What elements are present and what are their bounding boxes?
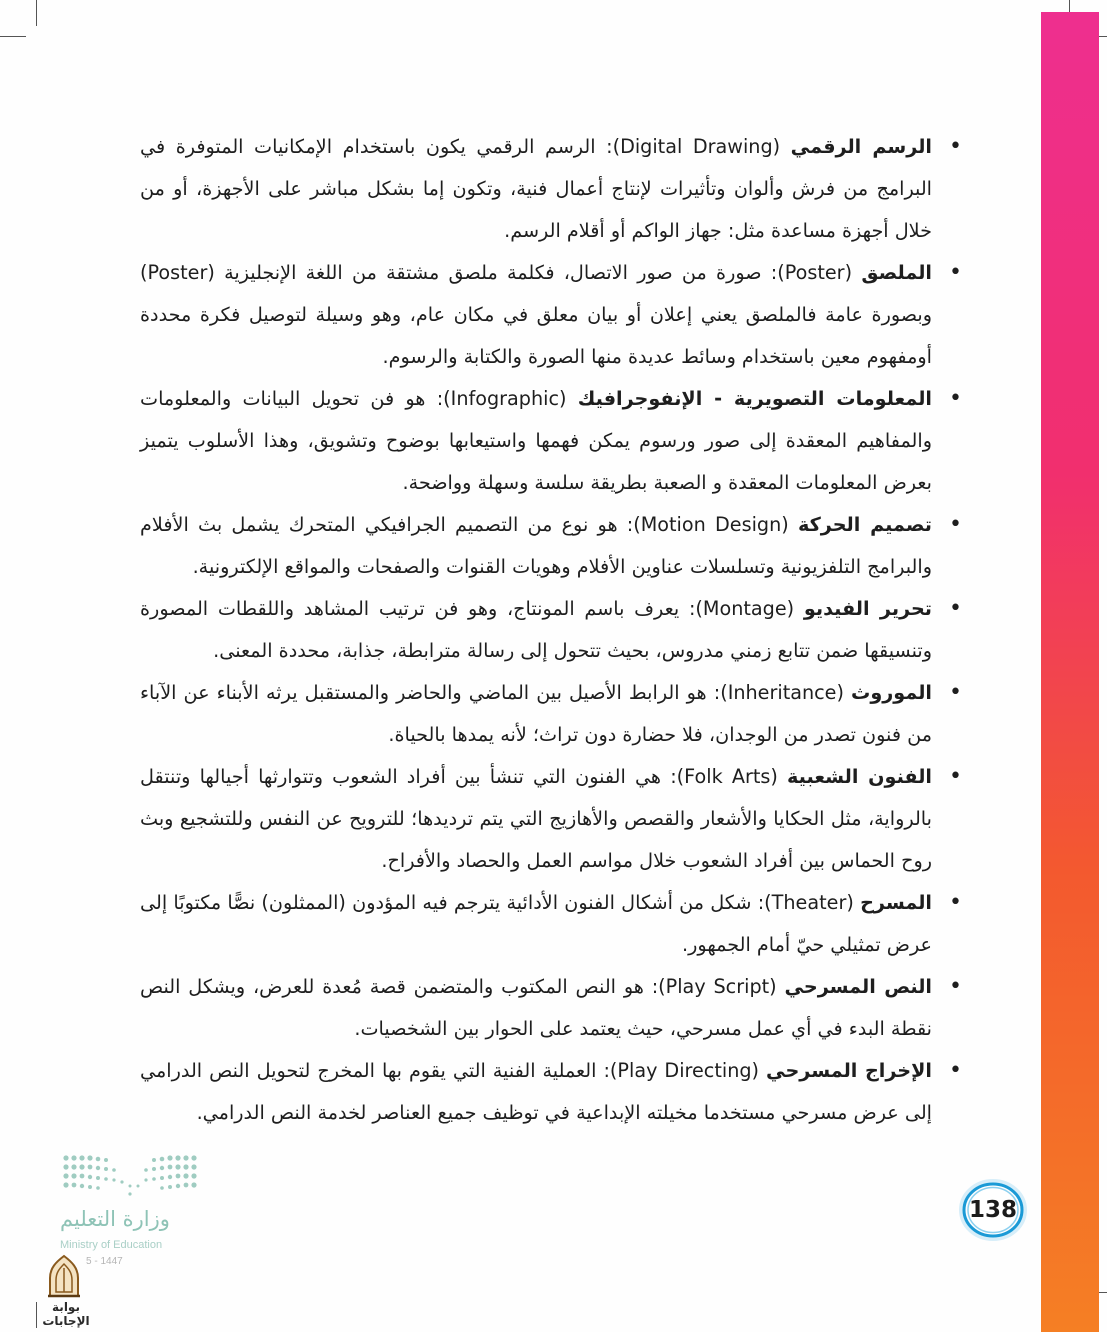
glossary-term: النص المسرحي bbox=[784, 975, 933, 998]
crop-mark bbox=[36, 0, 37, 26]
glossary-definition: هو النص المكتوب والمتضمن قصة مُعدة للعرض، ويشكل النص نقطة البدء في أي عمل مسرحي، حيث يعتمد على الحوار بين الشخصيات. bbox=[140, 975, 932, 1040]
bullet-icon: • bbox=[949, 386, 962, 411]
glossary-english-term: Theater bbox=[771, 891, 847, 914]
glossary-term: المعلومات التصويرية - الإنفوجرافيك bbox=[577, 387, 932, 410]
glossary-english-term: Poster bbox=[784, 261, 845, 284]
page-number: 138 bbox=[968, 1197, 1017, 1223]
bullet-icon: • bbox=[949, 1058, 962, 1083]
glossary-english-term: Infographic bbox=[450, 387, 560, 410]
glossary-english-term: Inheritance bbox=[727, 681, 837, 704]
glossary-english-term: Digital Drawing bbox=[620, 135, 773, 158]
glossary-term: تحرير الفيديو bbox=[803, 597, 932, 620]
crop-mark bbox=[0, 36, 26, 37]
ministry-logo-icon bbox=[60, 1152, 200, 1200]
glossary-term: الفنون الشعبية bbox=[787, 765, 933, 788]
glossary-definition: هو فن تحويل البيانات والمعلومات والمفاهيم المعقدة إلى صور ورسوم يمكن فهمها واستيعابها بوضوح وتشويق، وهذا الأسلوب يتميز بعرض المعلومات المعقدة و الصعبة بطريقة سلسة وسهلة وواضحة. bbox=[140, 387, 932, 494]
glossary-entry: • المعلومات التصويرية - الإنفوجرافيك (Infographic): هو فن تحويل البيانات والمعلومات والمفاهيم المعقدة إلى صور ورسوم يمكن فهمها واستيعابها بوضوح وتشويق، وهذا الأسلوب يتميز بعرض المعلومات المعقدة و الصعبة بطريقة سلسة وسهلة وواضحة. bbox=[140, 378, 932, 504]
glossary-entry: • الفنون الشعبية (Folk Arts): هي الفنون التي تنشأ بين أفراد الشعوب وتتوارثها أجيالها وتنتقل بالرواية، مثل الحكايا والأشعار والقصص والأهازيج التي يتم ترديدها؛ للترويح عن النفس وللتشجيع وبث روح الحماس بين أفراد الشعوب خلال مواسم العمل والحصاد والأفراح. bbox=[140, 756, 932, 882]
ministry-name-arabic: وزارة التعليم bbox=[60, 1207, 170, 1231]
glossary-entry: • المسرح (Theater): شكل من أشكال الفنون الأدائية يترجم فيه المؤدون (الممثلون) نصًّا مكتوبًا إلى عرض تمثيلي حيّ أمام الجمهور. bbox=[140, 882, 932, 966]
glossary-term: الموروث bbox=[851, 681, 932, 704]
answers-portal-logo-icon bbox=[44, 1254, 84, 1298]
bullet-icon: • bbox=[949, 974, 962, 999]
glossary-entry: • الإخراج المسرحي (Play Directing): العملية الفنية التي يقوم بها المخرج لتحويل النص الدرامي إلى عرض مسرحي مستخدما مخيلته الإبداعية في توظيف جميع العناصر لخدمة النص الدرامي. bbox=[140, 1050, 932, 1134]
glossary-definition: شكل من أشكال الفنون الأدائية يترجم فيه المؤدون (الممثلون) نصًّا مكتوبًا إلى عرض تمثيلي حيّ أمام الجمهور. bbox=[140, 891, 932, 956]
glossary-definition: هو الرابط الأصيل بين الماضي والحاضر والمستقبل يرثه الأبناء عن الآباء من فنون تصدر من الوجدان، فلا حضارة دون تراث؛ لأنه يمدها بالحياة. bbox=[140, 681, 932, 746]
answers-portal-label: بوابة الإجابات bbox=[42, 1300, 90, 1328]
glossary-definition: الرسم الرقمي يكون باستخدام الإمكانيات المتوفرة في البرامج من فرش وألوان وتأثيرات لإنتاج أعمال فنية، وتكون إما بشكل مباشر على الأجهزة، أو من خلال أجهزة مساعدة مثل: جهاز الواكم أو أقلام الرسم. bbox=[140, 135, 932, 242]
glossary-english-term: Montage bbox=[702, 597, 787, 620]
glossary-entry: • الموروث (Inheritance): هو الرابط الأصيل بين الماضي والحاضر والمستقبل يرثه الأبناء عن الآباء من فنون تصدر من الوجدان، فلا حضارة دون تراث؛ لأنه يمدها بالحياة. bbox=[140, 672, 932, 756]
bullet-icon: • bbox=[949, 512, 962, 537]
bullet-icon: • bbox=[949, 764, 962, 789]
glossary-definition: هو نوع من التصميم الجرافيكي المتحرك يشمل بث الأفلام والبرامج التلفزيونية وتسلسلات عناوين الأفلام وهويات القنوات والصفحات والمواقع الإلكترونية. bbox=[140, 513, 932, 578]
page-number-badge bbox=[958, 1178, 1028, 1242]
glossary-term: الإخراج المسرحي bbox=[766, 1059, 932, 1082]
glossary-definition: هي الفنون التي تنشأ بين أفراد الشعوب وتتوارثها أجيالها وتنتقل بالرواية، مثل الحكايا والأشعار والقصص والأهازيج التي يتم ترديدها؛ للترويح عن النفس وللتشجيع وبث روح الحماس بين أفراد الشعوب خلال مواسم العمل والحصاد والأفراح. bbox=[140, 765, 932, 872]
glossary-english-term: Play Script bbox=[665, 975, 770, 998]
glossary-term: المسرح bbox=[860, 891, 932, 914]
glossary-entry: • الملصق (Poster): صورة من صور الاتصال، فكلمة ملصق مشتقة من اللغة الإنجليزية (Poster) وبصورة عامة فالملصق يعني إعلان أو بيان معلق في مكان عام، وهو وسيلة لتوصيل فكرة محددة أومفهوم معين باستخدام وسائط عديدة منها الصورة والكتابة والرسوم. bbox=[140, 252, 932, 378]
glossary-entry: • الرسم الرقمي (Digital Drawing): الرسم الرقمي يكون باستخدام الإمكانيات المتوفرة في البرامج من فرش وألوان وتأثيرات لإنتاج أعمال فنية، وتكون إما بشكل مباشر على الأجهزة، أو من خلال أجهزة مساعدة مثل: جهاز الواكم أو أقلام الرسم. bbox=[140, 126, 932, 252]
glossary-english-term: Motion Design bbox=[640, 513, 782, 536]
bullet-icon: • bbox=[949, 890, 962, 915]
glossary-definition: صورة من صور الاتصال، فكلمة ملصق مشتقة من اللغة الإنجليزية (Poster) وبصورة عامة فالملصق يعني إعلان أو بيان معلق في مكان عام، وهو وسيلة لتوصيل فكرة محددة أومفهوم معين باستخدام وسائط عديدة منها الصورة والكتابة والرسوم. bbox=[140, 261, 932, 368]
glossary-definition: العملية الفنية التي يقوم بها المخرج لتحويل النص الدرامي إلى عرض مسرحي مستخدما مخيلته الإبداعية في توظيف جميع العناصر لخدمة النص الدرامي. bbox=[140, 1059, 932, 1124]
glossary-term: الملصق bbox=[861, 261, 932, 284]
glossary-term: الرسم الرقمي bbox=[790, 135, 932, 158]
bullet-icon: • bbox=[949, 680, 962, 705]
glossary-definition: يعرف باسم المونتاج، وهو فن ترتيب المشاهد واللقطات المصورة وتنسيقها ضمن تتابع زمني مدروس، بحيث تتحول إلى رسالة مترابطة، جذابة، محددة المعنى. bbox=[140, 597, 932, 662]
edition-year: 5 - 1447 bbox=[86, 1256, 123, 1267]
glossary-entry: • تصميم الحركة (Motion Design): هو نوع من التصميم الجرافيكي المتحرك يشمل بث الأفلام والبرامج التلفزيونية وتسلسلات عناوين الأفلام وهويات القنوات والصفحات والمواقع الإلكترونية. bbox=[140, 504, 932, 588]
bullet-icon: • bbox=[949, 260, 962, 285]
glossary-term: تصميم الحركة bbox=[797, 513, 932, 536]
glossary-entry: • تحرير الفيديو (Montage): يعرف باسم المونتاج، وهو فن ترتيب المشاهد واللقطات المصورة وتنسيقها ضمن تتابع زمني مدروس، بحيث تتحول إلى رسالة مترابطة، جذابة، محددة المعنى. bbox=[140, 588, 932, 672]
bullet-icon: • bbox=[949, 596, 962, 621]
ministry-name-english: Ministry of Education bbox=[60, 1239, 163, 1251]
decorative-side-strip bbox=[1041, 12, 1099, 1332]
bullet-icon: • bbox=[949, 134, 962, 159]
glossary-english-term: Play Directing bbox=[617, 1059, 752, 1082]
glossary-entry: • النص المسرحي (Play Script): هو النص المكتوب والمتضمن قصة مُعدة للعرض، ويشكل النص نقطة البدء في أي عمل مسرحي، حيث يعتمد على الحوار بين الشخصيات. bbox=[140, 966, 932, 1050]
glossary-english-term: Folk Arts bbox=[684, 765, 771, 788]
